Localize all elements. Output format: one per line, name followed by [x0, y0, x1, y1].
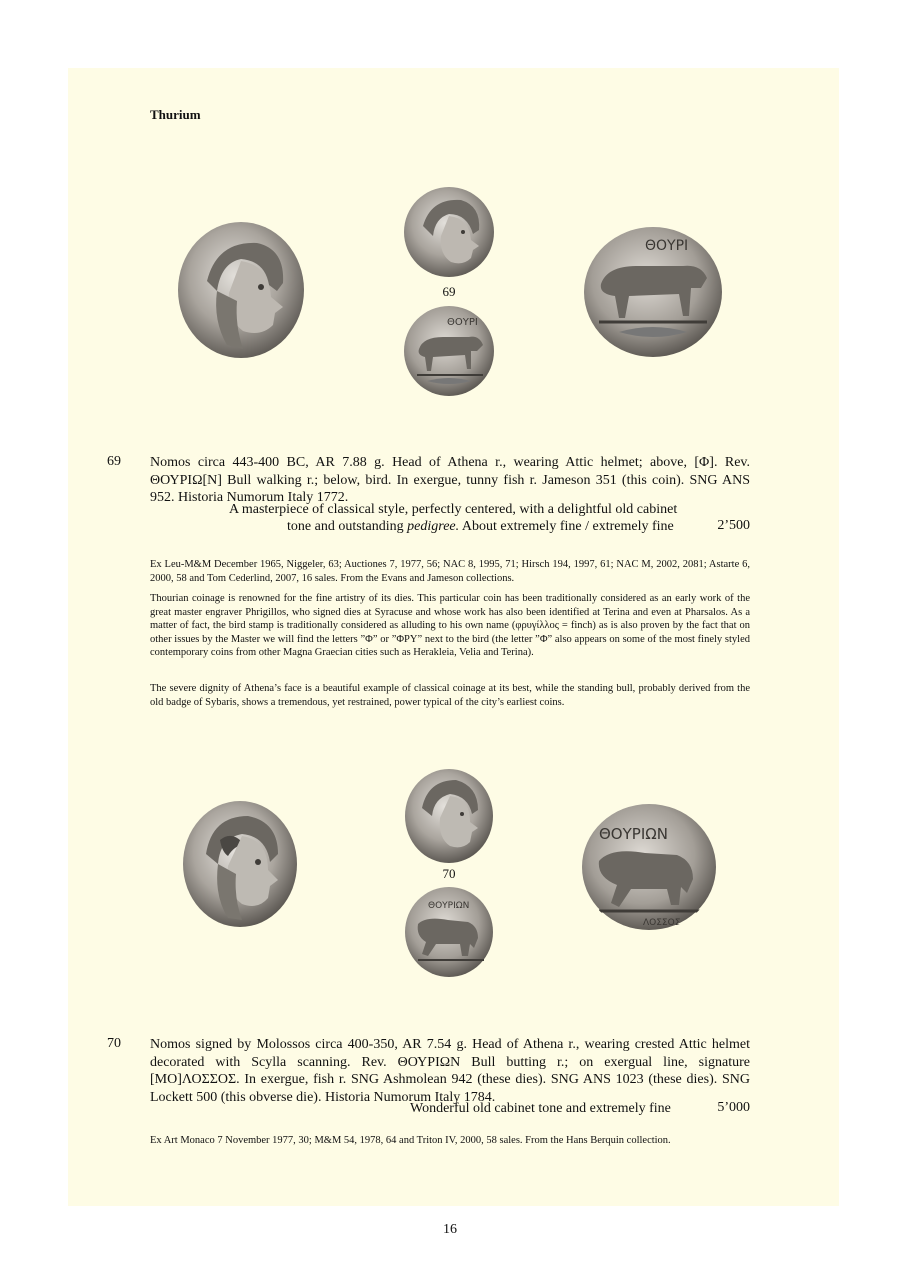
- athena-head-image: [403, 186, 495, 278]
- coin-69-reverse-large: [583, 226, 723, 358]
- lot-69-note-2: The severe dignity of Athena’s face is a beautiful example of classical coinage at its best, while the standing bull, probably derived from the old badge of Sybaris, shows a tremendous, yet restrained, power typical of the city’s earliest coins.: [150, 683, 750, 708]
- coin-70-obverse-large: [182, 800, 298, 928]
- page-number: 16: [443, 1222, 457, 1237]
- athena-scylla-image: [182, 800, 298, 928]
- coin-70-obverse-small: [404, 768, 494, 864]
- comment-emphasis: pedigree.: [407, 519, 460, 534]
- lot-70-provenance: Ex Art Monaco 7 November 1977, 30; M&M 54, 1978, 64 and Triton IV, 2000, 58 sales. From the Hans Berquin collection.: [150, 1135, 671, 1146]
- comment-text: tone and outstanding: [287, 519, 408, 534]
- butting-bull-image: [581, 803, 717, 931]
- lot-69-comment-line2: [287, 518, 674, 536]
- lot-69-note-1: Thourian coinage is renowned for the fine artistry of its dies. This particular coin has been traditionally considered as an early work of the great master engraver Phrigillos, who signed dies at Syracuse and whose work has also been identified at Terina and even at Pharsalos. As a matter of fact, the bird stamp is traditionally considered as alluding to his own name (φρυγίλλος = finch) as is also proven by the fact that on other issues by the Master we will find the letters ”Φ” or ”ΦΡΥ” next to the bird (the letter ”Φ” also appears on some of the most finely styled contemporary coins from other Magna Graecian cities such as Herakleia, Velia and Terina).: [150, 593, 750, 658]
- coin-70-reverse-small: [404, 886, 494, 978]
- coin-69-reverse-small: [403, 305, 495, 397]
- lot-69-provenance: Ex Leu-M&M December 1965, Niggeler, 63; Auctiones 7, 1977, 56; NAC 8, 1995, 71; Hirsch 194, 1997, 61; NAC M, 2002, 2081; Astarte 6, 2000, 58 and Tom Cederlind, 2007, 16 sales. From the Evans and Jameson collections.: [150, 559, 750, 584]
- athena-scylla-image: [404, 768, 494, 864]
- coin-70-label: 70: [442, 866, 456, 881]
- lot-69-number: 69: [107, 454, 121, 469]
- lot-70-description: Nomos signed by Molossos circa 400-350, AR 7.54 g. Head of Athena r., wearing crested Attic helmet decorated with Scylla scanning. Rev. ΘΟΥΡΙΩΝ Bull butting r.; on exergual line, signature [ΜΟ]ΛΟΣΣΟΣ. In exergue, fish r. SNG Ashmolean 942 (these dies). SNG ANS 1023 (these dies). SNG Lockett 500 (this obverse die). Historia Numorum Italy 1784.: [150, 1037, 750, 1105]
- lot-70-number: 70: [107, 1036, 121, 1051]
- lot-69-comment-line1: A masterpiece of classical style, perfectly centered, with a delightful old cabinet: [229, 502, 678, 517]
- bull-image: [583, 226, 723, 358]
- signature: ΛΟΣΣΟΣ: [643, 918, 681, 928]
- lot-69-description: Nomos circa 443-400 BC, AR 7.88 g. Head of Athena r., wearing Attic helmet; above, [Φ]. Rev. ΘΟΥΡΙΩ[Ν] Bull walking r.; below, bird. In exergue, tunny fish r. Jameson 351 (this coin). SNG ANS 952. Historia Numorum Italy 1772.: [150, 455, 750, 505]
- coin-70-reverse-large: [581, 803, 717, 931]
- coin-69-label: 69: [442, 284, 456, 299]
- butting-bull-image: [404, 886, 494, 978]
- coin-69-obverse-small: [403, 186, 495, 278]
- coin-69-obverse-large: [177, 221, 305, 359]
- lot-70-estimate: 5’000: [717, 1100, 750, 1115]
- reverse-legend: ΘΟΥΡΙΩΝ: [599, 825, 668, 843]
- section-title: Thurium: [150, 107, 201, 122]
- reverse-legend: ΘΟΥΡΙ: [645, 238, 689, 254]
- reverse-legend: ΘΟΥΡΙ: [447, 317, 478, 328]
- reverse-legend: ΘΟΥΡΙΩΝ: [428, 901, 470, 911]
- athena-head-image: [177, 221, 305, 359]
- bull-image: [403, 305, 495, 397]
- lot-69-estimate: 2’500: [717, 518, 750, 533]
- comment-text: About extremely fine / extremely fine: [459, 519, 674, 534]
- lot-70-comment: Wonderful old cabinet tone and extremely fine: [410, 1101, 671, 1116]
